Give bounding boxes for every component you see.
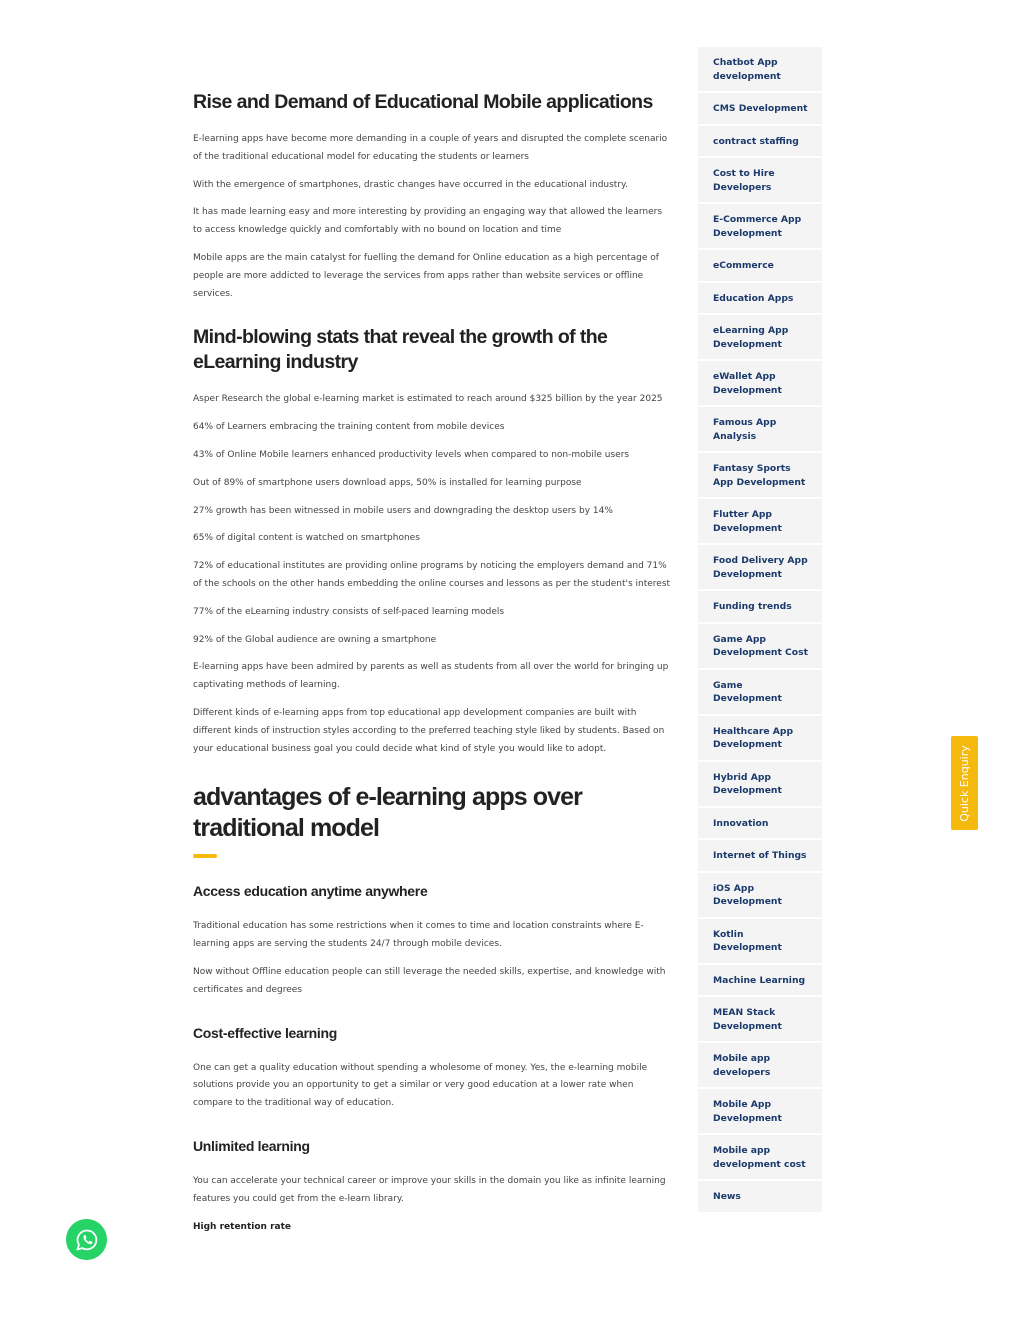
whatsapp-icon: [75, 1228, 99, 1252]
sidebar-item-ecommerce[interactable]: eCommerce: [698, 250, 822, 283]
stat-item: Different kinds of e-learning apps from top educational app development companies are built with different kinds of instruction styles according to the preferred teaching style liked by students. Based on your educational business goal you could decide what kind of style you would like to adopt.: [193, 707, 665, 754]
heading-underline: [193, 854, 217, 858]
quick-enquiry-button[interactable]: [951, 736, 978, 830]
sidebar-item-chatbot[interactable]: Chatbot App development: [698, 47, 822, 93]
sidebar-item-flutter[interactable]: Flutter App Development: [698, 499, 822, 545]
sidebar-item-contract-staffing[interactable]: contract staffing: [698, 126, 822, 159]
subheading-access: Access education anytime anywhere: [193, 883, 428, 900]
sidebar-item-cms[interactable]: CMS Development: [698, 93, 822, 126]
sidebar-item-fantasy-sports[interactable]: Fantasy Sports App Development: [698, 453, 822, 499]
stat-item: Out of 89% of smartphone users download apps, 50% is installed for learning purpose: [193, 477, 582, 488]
sidebar-item-food-delivery[interactable]: Food Delivery App Development: [698, 545, 822, 591]
stat-item: 65% of digital content is watched on smartphones: [193, 533, 420, 544]
paragraph: With the emergence of smartphones, drastic changes have occurred in the educational industry.: [193, 179, 628, 190]
stat-item: 27% growth has been witnessed in mobile users and downgrading the desktop users by 14%: [193, 505, 613, 516]
stat-item: Asper Research the global e-learning market is estimated to reach around $325 billion by the year 2025: [193, 394, 663, 405]
paragraph: Mobile apps are the main catalyst for fuelling the demand for Online education as a high percentage of people are more addicted to leverage the services from apps rather than website services or offline services.: [193, 252, 659, 299]
stat-item: E-learning apps have been admired by parents as well as students from all over the world for bringing up captivating methods of learning.: [193, 662, 669, 691]
sidebar-item-ios[interactable]: iOS App Development: [698, 873, 822, 919]
sidebar-item-machine-learning[interactable]: Machine Learning: [698, 965, 822, 998]
stat-item: 77% of the eLearning industry consists of self-paced learning models: [193, 606, 505, 617]
article: [193, 90, 673, 1246]
subheading-retention: High retention rate: [193, 1221, 291, 1232]
sidebar-item-famous-app[interactable]: Famous App Analysis: [698, 407, 822, 453]
sidebar-item-ewallet[interactable]: eWallet App Development: [698, 361, 822, 407]
paragraph: One can get a quality education without spending a wholesome of money. Yes, the e-learning mobile solutions provide you an opportunity to get a similar or very good education at a lower rate when compare to the traditional way of education.: [193, 1062, 648, 1109]
category-sidebar: [698, 47, 822, 1214]
sidebar-item-kotlin[interactable]: Kotlin Development: [698, 919, 822, 965]
sidebar-item-mobile-app-developers[interactable]: Mobile app developers: [698, 1043, 822, 1089]
sidebar-item-mean-stack[interactable]: MEAN Stack Development: [698, 997, 822, 1043]
sidebar-item-mobile-app-development[interactable]: Mobile App Development: [698, 1089, 822, 1135]
sidebar-item-education-apps[interactable]: Education Apps: [698, 283, 822, 316]
sidebar-item-mobile-app-cost[interactable]: Mobile app development cost: [698, 1135, 822, 1181]
sidebar-item-funding-trends[interactable]: Funding trends: [698, 591, 822, 624]
paragraph: Traditional education has some restrictions when it comes to time and location constraints where E-learning apps are serving the students 24/7 through mobile devices.: [193, 921, 644, 950]
sidebar-item-game-app-cost[interactable]: Game App Development Cost: [698, 624, 822, 670]
whatsapp-button[interactable]: [66, 1219, 107, 1260]
paragraph: It has made learning easy and more interesting by providing an engaging way that allowed the learners to access knowledge quickly and comfortably with no bound on location and time: [193, 207, 663, 236]
subheading-unlimited: Unlimited learning: [193, 1137, 310, 1154]
stat-item: 43% of Online Mobile learners enhanced productivity levels when compared to non-mobile users: [193, 449, 630, 460]
sidebar-item-news[interactable]: News: [698, 1181, 822, 1214]
sidebar-item-innovation[interactable]: Innovation: [698, 808, 822, 841]
paragraph: You can accelerate your technical career or improve your skills in the domain you like as infinite learning features you could get from the e-learn library.: [193, 1175, 666, 1204]
heading-advantages: advantages of e-learning apps over traditional model: [193, 783, 582, 843]
quick-enquiry-label: Quick Enquiry: [958, 744, 972, 822]
sidebar-item-ecommerce-app[interactable]: E-Commerce App Development: [698, 204, 822, 250]
heading-stats: Mind-blowing stats that reveal the growth of the eLearning industry: [193, 326, 608, 374]
sidebar-item-healthcare[interactable]: Healthcare App Development: [698, 716, 822, 762]
paragraph: E-learning apps have become more demanding in a couple of years and disrupted the complete scenario of the traditional educational model for educating the students or learners: [193, 134, 668, 162]
sidebar-item-hybrid[interactable]: Hybrid App Development: [698, 762, 822, 808]
stat-item: 64% of Learners embracing the training content from mobile devices: [193, 422, 505, 433]
sidebar-item-cost-to-hire[interactable]: Cost to Hire Developers: [698, 158, 822, 204]
stat-item: 92% of the Global audience are owning a smartphone: [193, 634, 437, 645]
stat-item: 72% of educational institutes are providing online programs by noticing the employers demand and 71% of the schools on the other hands embedding the online courses and lessons as per the student's interest: [193, 561, 671, 589]
heading-rise-demand: Rise and Demand of Educational Mobile applications: [193, 91, 653, 113]
subheading-cost: Cost-effective learning: [193, 1024, 338, 1041]
sidebar-item-elearning[interactable]: eLearning App Development: [698, 315, 822, 361]
paragraph: Now without Offline education people can still leverage the needed skills, expertise, and knowledge with certificates and degrees: [193, 966, 666, 995]
sidebar-item-iot[interactable]: Internet of Things: [698, 840, 822, 873]
sidebar-item-game-development[interactable]: Game Development: [698, 670, 822, 716]
